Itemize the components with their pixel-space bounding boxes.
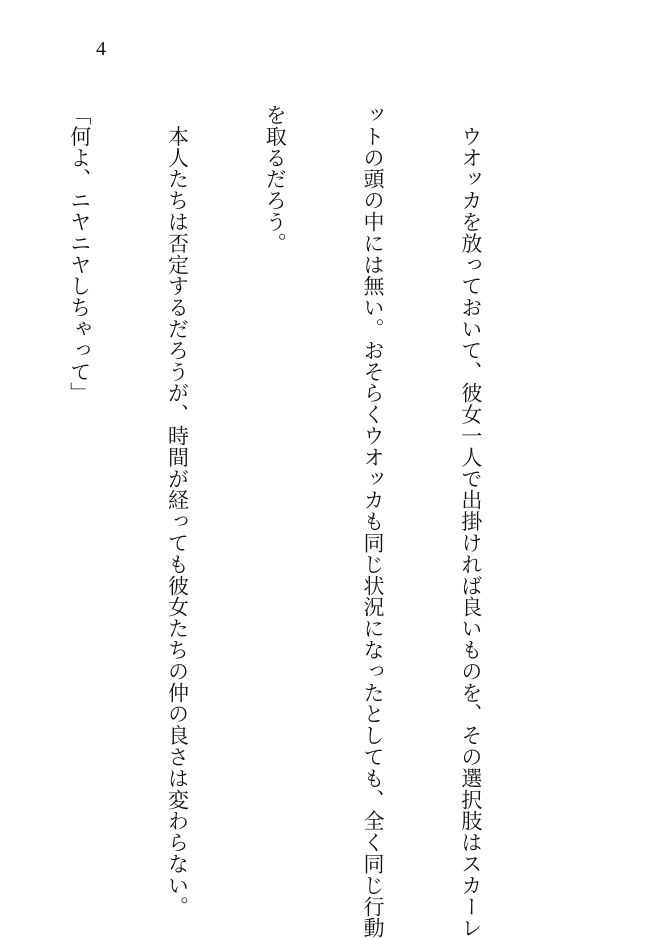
text-line: を取るだろう。: [263, 104, 288, 254]
text-line: ウオッカを放っておいて、彼女一人で出掛ければ良いものを、その選択肢はスカーレ: [458, 104, 483, 939]
dialogue-line: 「何よ、ニヤニヤしちゃって」: [67, 104, 92, 404]
text-line: ットの頭の中には無い。おそらくウオッカも同じ状況になったとしても、全く同じ行動: [361, 104, 386, 939]
page-number: 4: [96, 38, 106, 60]
text-line: 本人たちは否定するだろうが、時間が経っても彼女たちの仲の良さは変わらない。: [165, 104, 190, 918]
body-text: [0, 104, 552, 939]
